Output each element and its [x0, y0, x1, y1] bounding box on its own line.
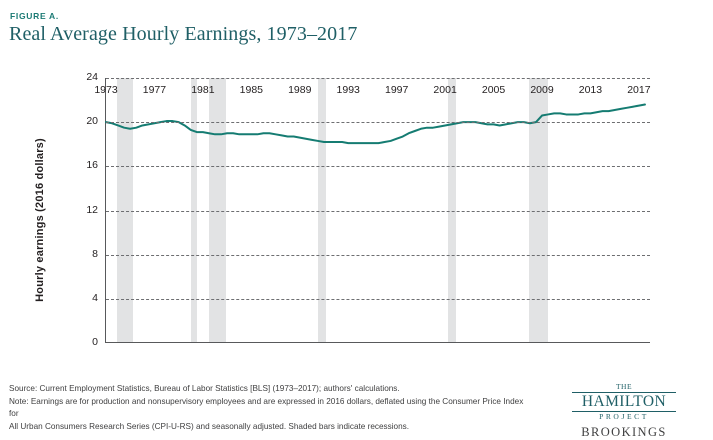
gridline [106, 78, 650, 79]
y-axis-tick: 16 [86, 159, 98, 172]
brand-brookings: BROOKINGS [581, 425, 667, 440]
x-axis-tick: 1985 [239, 84, 264, 96]
x-axis-tick: 1989 [288, 84, 312, 96]
x-axis-tick: 2005 [481, 84, 506, 96]
gridline [106, 211, 650, 212]
brand-project: PROJECT [599, 411, 649, 421]
gridline [106, 299, 650, 300]
source-note: Source: Current Employment Statistics, Bureau of Labor Statistics [BLS] (1973–2017); authors' calculations. [9, 384, 400, 393]
gridline [106, 166, 650, 167]
page-title: Real Average Hourly Earnings, 1973–2017 [9, 23, 358, 45]
chart-container [0, 60, 713, 365]
brand-hamilton: HAMILTON [581, 392, 667, 410]
y-axis-tick: 24 [86, 71, 98, 83]
y-axis-tick: 0 [92, 336, 98, 348]
x-axis-tick: 1973 [94, 84, 118, 96]
y-axis-tick: 8 [92, 247, 98, 260]
note-line-2: All Urban Consumers Research Series (CPI-U-RS) and seasonally adjusted. Shaded bars indicate recessions. [9, 421, 410, 431]
y-axis-tick: 12 [86, 203, 98, 216]
gridline [106, 255, 650, 256]
x-axis-tick: 1997 [384, 84, 409, 96]
chart-plot-area [34, 71, 651, 348]
x-axis-tick: 2013 [578, 84, 603, 96]
brand-the: THE [615, 382, 633, 391]
y-axis-tick: 4 [92, 291, 98, 304]
x-axis-tick: 2001 [433, 84, 457, 96]
x-axis-tick: 1993 [336, 84, 360, 96]
x-axis-tick: 1977 [142, 84, 167, 96]
x-axis-tick: 2017 [627, 84, 651, 96]
series-line [106, 105, 645, 144]
x-axis-tick: 2009 [530, 84, 554, 96]
figure-label: FIGURE A. [10, 11, 59, 21]
y-axis-tick: 20 [86, 115, 98, 128]
gridline [106, 122, 650, 123]
note-line-1: Note: Earnings are for production and nonsupervisory employees and are expressed in 2016 dollars, deflated using the Consumer Price Index for [9, 396, 524, 418]
footer-notes [9, 383, 529, 434]
y-axis-label: Hourly earnings (2016 dollars) [34, 138, 46, 302]
brand-logo [549, 383, 699, 440]
x-axis-tick: 1981 [191, 84, 215, 96]
